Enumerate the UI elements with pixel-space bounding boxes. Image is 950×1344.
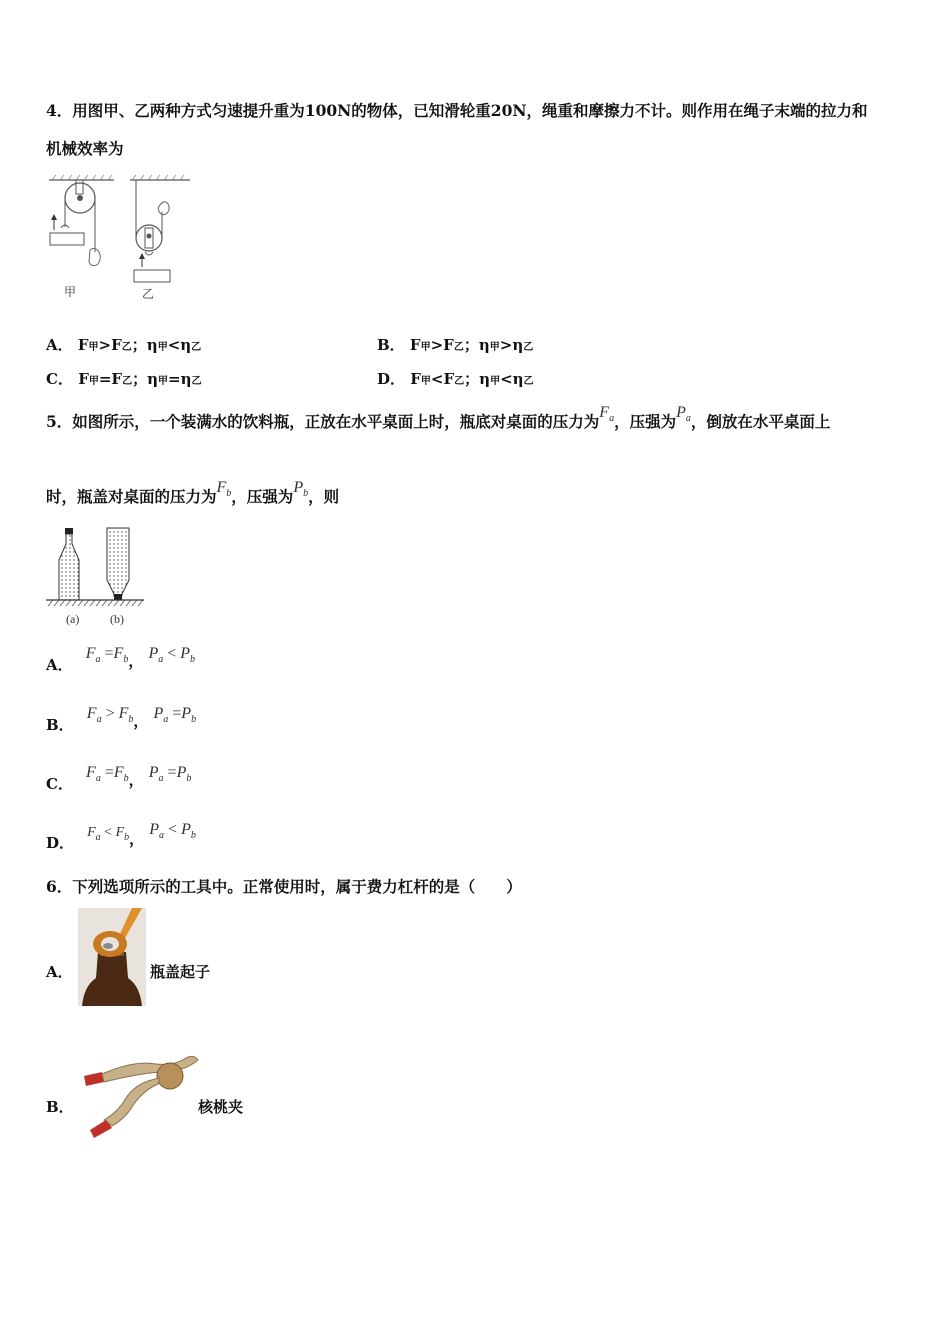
option-letter: C． xyxy=(46,775,73,793)
option-label: 核桃夹 xyxy=(198,1098,244,1116)
option-letter: B． xyxy=(46,716,74,734)
q4-option-c[interactable] xyxy=(46,368,201,389)
subscript: 乙 xyxy=(191,376,202,387)
efficiency-symbol: η xyxy=(180,370,192,388)
math-sub: b xyxy=(190,654,196,666)
subscript: 甲 xyxy=(88,342,99,353)
option-expr xyxy=(149,821,196,842)
pulley-label-b: 乙 xyxy=(142,287,155,301)
relation: = xyxy=(172,705,182,722)
subscript: 乙 xyxy=(523,342,534,353)
q6-option-a[interactable] xyxy=(46,908,246,1008)
math-symbol: P xyxy=(181,705,192,722)
relation: = xyxy=(98,370,112,388)
math-sub: b xyxy=(191,714,197,726)
option-letter: A． xyxy=(46,656,73,674)
math-symbol: P xyxy=(148,645,159,662)
separator: ； xyxy=(131,336,147,354)
option-letter: A． xyxy=(46,336,73,354)
option-label: 瓶盖起子 xyxy=(150,963,211,981)
q5-option-a[interactable] xyxy=(46,642,196,674)
efficiency-symbol: η xyxy=(180,336,192,354)
math-symbol: F xyxy=(599,404,610,421)
math-symbol: F xyxy=(86,764,96,781)
option-expr xyxy=(86,764,129,785)
math-symbol: F xyxy=(113,764,124,781)
bottle-figure xyxy=(44,526,148,612)
math-sub: a xyxy=(158,654,164,666)
math-sub: b xyxy=(190,830,196,842)
q4-option-d[interactable] xyxy=(377,368,534,389)
q5-option-b[interactable] xyxy=(46,702,197,734)
separator: ， xyxy=(133,712,149,730)
option-expr xyxy=(85,645,129,666)
efficiency-symbol: η xyxy=(512,336,524,354)
math-sub: b xyxy=(303,488,309,500)
relation: = xyxy=(167,764,177,781)
option-expr xyxy=(153,705,197,726)
subscript: 乙 xyxy=(122,376,133,387)
q5-text: ，压强为 xyxy=(614,412,677,431)
subscript: 乙 xyxy=(453,342,464,353)
subscript: 甲 xyxy=(158,376,168,387)
q4-option-a[interactable] xyxy=(46,334,201,355)
math-sub: a xyxy=(95,831,101,843)
subscript: 乙 xyxy=(121,342,132,353)
q6-option-b[interactable] xyxy=(46,1050,276,1142)
separator: ， xyxy=(128,771,144,789)
relation: < xyxy=(500,370,513,388)
efficiency-symbol: η xyxy=(512,370,524,388)
subscript: 甲 xyxy=(490,376,501,387)
math-symbol: F xyxy=(115,825,125,840)
q5-text: 5．如图所示，一个装满水的饮料瓶，正放在水平桌面上时，瓶底对桌面的压力为 xyxy=(46,412,600,431)
math-sub: b xyxy=(123,654,129,666)
option-letter: B． xyxy=(46,1098,74,1116)
subscript: 甲 xyxy=(420,342,431,353)
math-sub: a xyxy=(95,773,101,785)
bottle-label-a: (a) xyxy=(66,612,80,626)
force-symbol: F xyxy=(443,336,454,354)
relation: < xyxy=(167,336,181,354)
math-Fb xyxy=(216,479,232,500)
efficiency-symbol: η xyxy=(478,336,490,354)
bottle-label-b: (b) xyxy=(110,612,124,626)
q5-option-c[interactable] xyxy=(46,761,192,793)
math-sub: b xyxy=(226,488,232,500)
math-symbol: P xyxy=(148,764,159,781)
math-sub: b xyxy=(186,773,192,785)
force-symbol: F xyxy=(77,336,89,354)
q4-option-b[interactable] xyxy=(377,334,533,355)
q4-stem-line1: 4．用图甲、乙两种方式匀速提升重为100N的物体，已知滑轮重20N，绳重和摩擦力不计。则作用在绳子末端的拉力和 xyxy=(46,101,868,120)
math-symbol: F xyxy=(86,705,97,722)
relation: = xyxy=(168,370,181,388)
option-letter: A． xyxy=(46,963,73,981)
efficiency-symbol: η xyxy=(146,336,158,354)
subscript: 甲 xyxy=(88,376,99,387)
math-sub: b xyxy=(128,714,134,726)
subscript: 甲 xyxy=(489,342,500,353)
math-sub: a xyxy=(685,413,691,425)
option-expr xyxy=(86,705,134,726)
math-symbol: P xyxy=(153,705,164,722)
pulley-figure xyxy=(44,172,194,300)
force-symbol: F xyxy=(111,336,122,354)
math-Pb xyxy=(293,479,309,500)
math-sub: a xyxy=(159,830,165,842)
option-letter: C． xyxy=(46,370,73,388)
math-sub: a xyxy=(95,654,101,666)
bottle-opener-photo xyxy=(78,908,146,1006)
separator: ； xyxy=(464,370,480,388)
q5-text: ，则 xyxy=(308,487,340,506)
math-symbol: F xyxy=(87,825,96,840)
force-symbol: F xyxy=(409,336,421,354)
nutcracker-photo xyxy=(74,1050,202,1140)
math-symbol: F xyxy=(216,479,227,496)
option-expr xyxy=(148,764,192,785)
q5-stem-line1 xyxy=(46,404,831,439)
separator: ； xyxy=(132,370,148,388)
math-Pa xyxy=(676,404,691,425)
math-sub: b xyxy=(123,773,129,785)
q5-stem-line2 xyxy=(46,479,340,514)
relation: < xyxy=(167,645,177,662)
math-sub: a xyxy=(96,714,102,726)
force-symbol: F xyxy=(410,370,421,388)
q5-text: ，倒放在水平桌面上 xyxy=(690,412,831,431)
math-symbol: P xyxy=(293,479,304,496)
math-Fa xyxy=(599,404,615,425)
math-symbol: P xyxy=(176,764,187,781)
subscript: 乙 xyxy=(191,342,202,353)
efficiency-symbol: η xyxy=(147,370,158,388)
option-letter: B． xyxy=(377,336,405,354)
relation: = xyxy=(104,764,114,781)
math-sub: a xyxy=(163,714,169,726)
relation: < xyxy=(104,825,113,840)
math-sub: a xyxy=(158,773,164,785)
math-sub: b xyxy=(124,831,130,843)
q6-stem: 6．下列选项所示的工具中。正常使用时，属于费力杠杆的是（ ） xyxy=(46,877,522,896)
relation: > xyxy=(105,705,115,722)
pulley-label-a: 甲 xyxy=(64,285,77,299)
relation: = xyxy=(104,645,114,662)
force-symbol: F xyxy=(443,370,455,388)
subscript: 乙 xyxy=(523,376,534,387)
subscript: 乙 xyxy=(454,376,465,387)
math-sub: a xyxy=(609,413,615,425)
relation: < xyxy=(430,370,444,388)
q5-text: ，压强为 xyxy=(231,487,294,506)
math-symbol: P xyxy=(180,645,191,662)
option-expr xyxy=(87,825,130,843)
separator: ， xyxy=(128,652,144,670)
relation: > xyxy=(98,336,112,354)
math-symbol: F xyxy=(85,645,96,662)
relation: < xyxy=(168,821,178,838)
separator: ； xyxy=(463,336,479,354)
q5-option-d[interactable] xyxy=(46,820,196,852)
q4-stem-line2: 机械效率为 xyxy=(46,139,124,158)
option-expr xyxy=(148,645,196,666)
math-symbol: F xyxy=(113,645,124,662)
separator: ， xyxy=(129,830,145,848)
math-symbol: P xyxy=(181,821,191,838)
efficiency-symbol: η xyxy=(479,370,491,388)
math-symbol: F xyxy=(118,705,129,722)
option-letter: D． xyxy=(377,370,406,388)
option-letter: D． xyxy=(46,834,75,852)
subscript: 甲 xyxy=(157,342,168,353)
relation: > xyxy=(430,336,444,354)
q5-text: 时，瓶盖对桌面的压力为 xyxy=(46,487,217,506)
relation: > xyxy=(499,336,513,354)
subscript: 甲 xyxy=(420,376,431,387)
force-symbol: F xyxy=(111,370,123,388)
force-symbol: F xyxy=(78,370,89,388)
math-symbol: P xyxy=(676,404,686,421)
math-symbol: P xyxy=(149,821,160,838)
